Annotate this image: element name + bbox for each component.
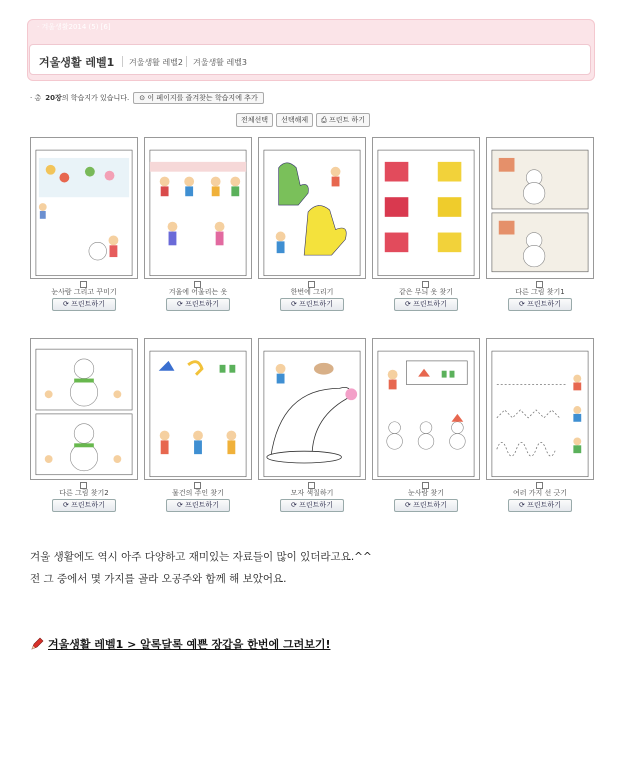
post-link[interactable] — [30, 636, 330, 652]
print-icon: ⟳ — [177, 501, 186, 509]
print-icon: ⟳ — [291, 300, 300, 308]
worksheet-caption: 모자 색칠하기 — [290, 489, 334, 497]
selection-controls — [236, 113, 370, 127]
tab-level-3[interactable]: 겨울생활 레벨3 — [193, 58, 248, 67]
worksheet-caption: 다른 그림 찾기1 — [515, 288, 565, 296]
count-suffix: 의 학습지가 있습니다. — [61, 94, 130, 102]
print-label: 프린트하기 — [71, 300, 105, 308]
print-button[interactable] — [508, 499, 572, 512]
worksheet-caption: 한번에 그리기 — [290, 288, 334, 296]
print-icon: ⟳ — [63, 300, 72, 308]
print-icon: ⟳ — [519, 501, 528, 509]
print-label: 프린트하기 — [185, 501, 219, 509]
printer-icon: ⎙ — [321, 116, 329, 124]
pencil-icon — [30, 637, 44, 651]
print-button[interactable] — [166, 298, 230, 311]
deselect-button[interactable]: 선택해제 — [276, 113, 313, 127]
snowman-decorate-illustration — [31, 138, 137, 278]
post-link-text[interactable]: 겨울생활 레벨1 > 알록달록 예쁜 장갑을 한번에 그려보기! — [48, 638, 331, 651]
tab-divider — [122, 56, 123, 67]
print-selected-button[interactable] — [316, 113, 370, 127]
print-button[interactable] — [394, 499, 458, 512]
print-icon: ⟳ — [405, 300, 414, 308]
print-icon: ⟳ — [177, 300, 186, 308]
worksheet-caption: 눈사람 그리고 꾸미기 — [51, 288, 117, 296]
worksheet-thumbnail-7[interactable] — [144, 338, 252, 480]
print-icon: ⟳ — [519, 300, 528, 308]
hat-coloring-illustration — [259, 339, 365, 479]
count-prefix: · 총 — [30, 94, 42, 102]
worksheet-count: 20장 — [45, 94, 62, 102]
spot-difference-illustration — [487, 138, 593, 278]
print-icon: ⟳ — [291, 501, 300, 509]
worksheet-thumbnail-3[interactable] — [258, 137, 366, 279]
worksheet-thumbnail-2[interactable] — [144, 137, 252, 279]
worksheet-caption: 같은 무늬 옷 찾기 — [398, 288, 453, 296]
worksheet-thumbnail-1[interactable] — [30, 137, 138, 279]
body-paragraph-2: 전 그 중에서 몇 가지를 골라 오공주와 함께 해 보았어요. — [30, 573, 287, 585]
worksheet-caption: 눈사람 찾기 — [407, 489, 445, 497]
winter-clothes-illustration — [145, 138, 251, 278]
tab-level-2[interactable]: 겨울생활 레벨2 — [129, 58, 184, 67]
worksheet-thumbnail-6[interactable] — [30, 338, 138, 480]
line-tracing-illustration — [487, 339, 593, 479]
worksheet-caption: 물건의 주인 찾기 — [172, 489, 224, 497]
add-favorite-button[interactable] — [133, 92, 263, 104]
print-label: 프린트하기 — [413, 501, 447, 509]
favorite-icon: ⊙ — [139, 94, 148, 102]
print-button[interactable] — [280, 298, 344, 311]
print-label: 프린트하기 — [527, 300, 561, 308]
print-button[interactable] — [394, 298, 458, 311]
tab-level-1[interactable]: 겨울생활 레벨1 — [39, 56, 115, 69]
worksheet-thumbnail-10[interactable] — [486, 338, 594, 480]
print-button[interactable] — [52, 298, 116, 311]
find-snowman-illustration — [373, 339, 479, 479]
worksheet-thumbnail-8[interactable] — [258, 338, 366, 480]
print-label: 프린트하기 — [71, 501, 105, 509]
add-favorite-label: 이 페이지를 즐겨찾는 학습지에 추가 — [147, 94, 258, 102]
select-all-button[interactable]: 전체선택 — [236, 113, 273, 127]
owner-matching-illustration — [145, 339, 251, 479]
sweater-pattern-illustration — [373, 138, 479, 278]
print-label: 프린트하기 — [299, 300, 333, 308]
print-button[interactable] — [166, 499, 230, 512]
print-icon: ⟳ — [405, 501, 414, 509]
print-label: 프린트하기 — [299, 501, 333, 509]
worksheet-thumbnail-9[interactable] — [372, 338, 480, 480]
breadcrumb[interactable]: · 겨울생활2014 (5) [6] — [37, 23, 111, 31]
worksheet-thumbnail-4[interactable] — [372, 137, 480, 279]
spot-difference-2-illustration — [31, 339, 137, 479]
level-tab-bar — [29, 44, 591, 75]
print-button[interactable] — [52, 499, 116, 512]
print-icon: ⟳ — [63, 501, 72, 509]
tab-divider — [186, 56, 187, 67]
worksheet-caption: 다른 그림 찾기2 — [59, 489, 109, 497]
worksheet-thumbnail-5[interactable] — [486, 137, 594, 279]
worksheet-caption: 겨울에 어울리는 옷 — [168, 288, 228, 296]
print-selected-label: 프린트 하기 — [328, 116, 365, 124]
print-label: 프린트하기 — [527, 501, 561, 509]
worksheet-caption: 여러 가지 선 긋기 — [512, 489, 567, 497]
print-button[interactable] — [508, 298, 572, 311]
mitten-drawing-illustration — [259, 138, 365, 278]
worksheet-count-line — [30, 92, 264, 104]
print-label: 프린트하기 — [413, 300, 447, 308]
body-paragraph-1: 겨울 생활에도 역시 아주 다양하고 재미있는 자료들이 많이 있더라고요.^^ — [30, 551, 372, 563]
print-label: 프린트하기 — [185, 300, 219, 308]
print-button[interactable] — [280, 499, 344, 512]
